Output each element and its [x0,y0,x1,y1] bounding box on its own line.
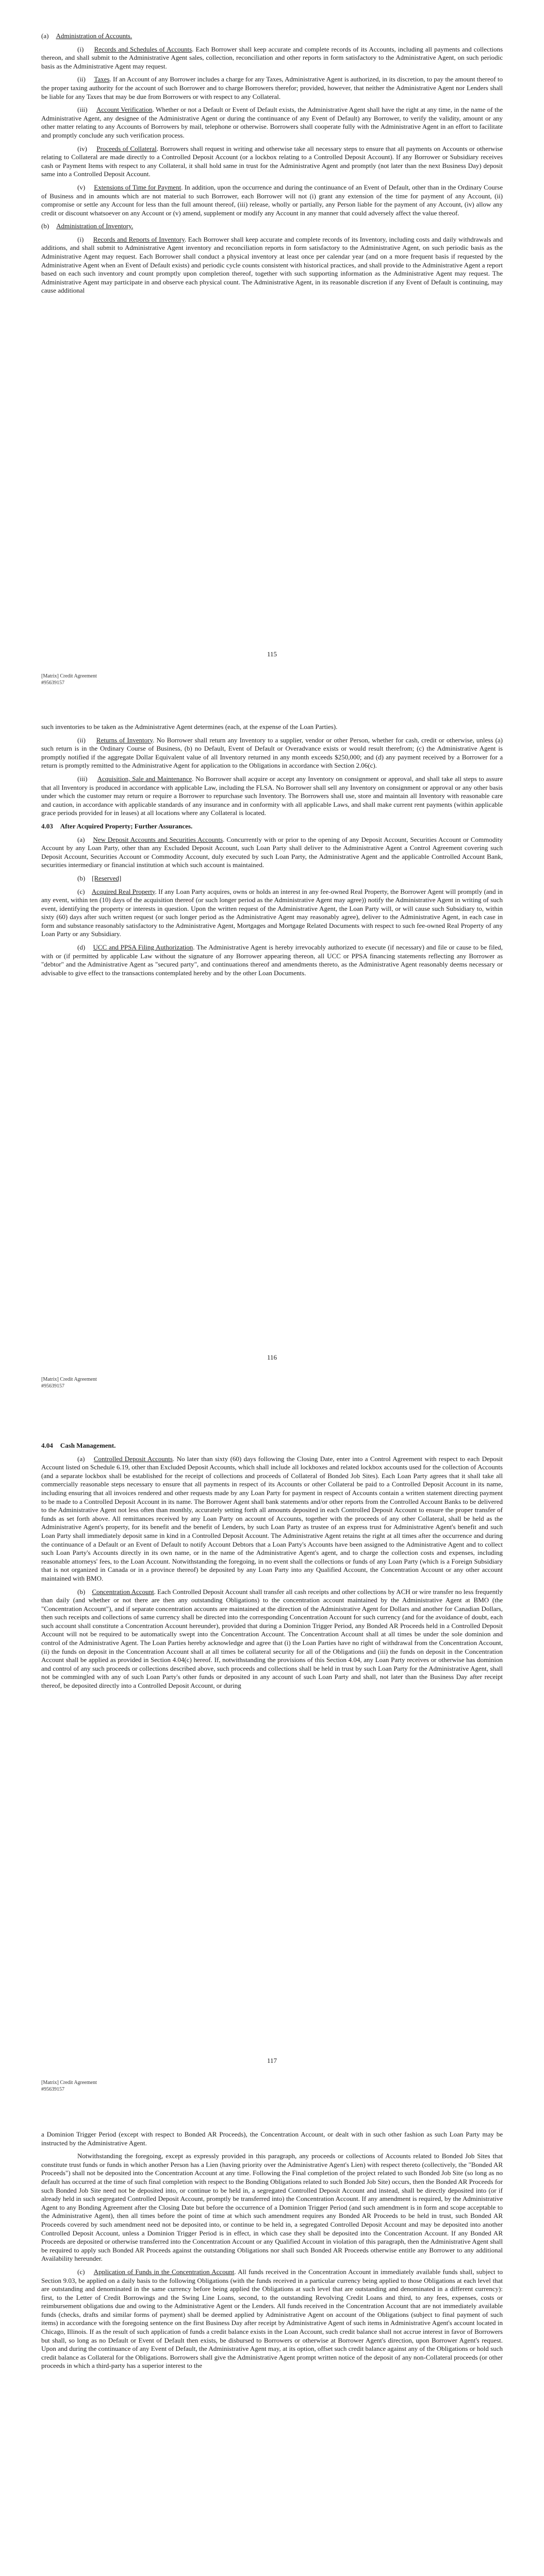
page-body [41,32,503,300]
page-body [41,723,503,982]
page-117 [0,1406,544,2110]
footer [41,673,97,686]
item-num: (i) [77,45,84,53]
item-num: (iii) [77,106,88,114]
footer-docnum: #95639157 [41,680,64,686]
item-title: Acquisition, Sale and Maintenance [97,774,192,783]
item-text: . No Borrower shall acquire or accept any Inventory on consignment or approval, and shall take all steps to assure that all Inventory is produced in accordance with applicable Law, including the FLSA. No Borrower shall sell any Inventory on consignment or approval or any other basis under which the customer may return or require a Borrower to repurchase such Inventory. The Borrowers shall use, store and maintain all Inventory with reasonable care and caution, in accordance with applicable standards of any insurance and in conformity with all applicable Laws, and shall make current rent payments (within applicable grace periods provided for in leases) at all locations where any Collateral is located. [41,774,503,817]
heading-title: Administration of Accounts. [56,32,133,40]
paragraph: a Dominion Trigger Period (except with respect to Bonded AR Proceeds), the Concentration Account, or dealt with in such other fashion as such Loan Party may be instructed by the Administrative Agent. [41,2130,503,2147]
item-text: . All funds received in the Concentration Account in immediately available funds shall, subject to Section 9.03, be applied on a daily basis to the following Obligations (with the funds received in a particular currency being applied to those Obligations at each level that are outstanding and denominated in the same currency before being applied the Obligations at such level that are outstanding and denominated in a different currency): first, to the Letter of Credit Borrowings and the Swing Line Loans, second, to the outstanding Revolving Credit Loans and third, to any fees, expenses, costs or reimbursement obligations due and owing to the Administrative Agent or the Lenders. All funds received in the Concentration Account that are not immediately available funds (checks, drafts and similar forms of payment) shall be deemed applied by Administrative Agent on account of the Obligations (subject to final payment of such items) in accordance with the foregoing sentence on the first Business Day after receipt by Administrative Agent of such items in Administrative Agent's account located in Chicago, Illinois. If as the result of such application of funds a credit balance exists in the Loan Account, such credit balance shall not accrue interest in favor of Borrowers but shall, so long as no Default or Event of Default then exists, be disbursed to Borrowers or otherwise at Borrower Agent's direction, upon Borrower Agent's request. Upon and during the continuance of any Event of Default, the Administrative Agent may, at its option, offset such credit balance against any of the Obligations or hold such credit balance as Collateral for the Obligations. Borrowers shall give the Administrative Agent prompt written notice of the deposit of any non-Collateral proceeds (or other proceeds in which a third-party has a superior interest to the [41,2267,503,2370]
item-text: . If an Account of any Borrower includes a charge for any Taxes, Administrative Agent is authorized, in its discretion, to pay the amount thereof to the proper taxing authority for the account of such Borrower and to charge Borrowers therefor; provided, however, that neither the Administrative Agent nor Lenders shall be liable for any Taxes that may be due from Borrowers or with respect to any Collateral. [41,75,503,100]
item-title: Acquired Real Property [91,887,155,895]
page-number: 115 [267,650,277,658]
paragraph [41,1588,503,1690]
heading-num: (b) [41,222,50,230]
item-num: (a) [77,835,85,843]
heading-4-04 [41,1442,503,1450]
heading-a [41,32,503,41]
heading-b [41,222,503,231]
page-115 [0,0,544,703]
heading-title: After Acquired Property; Further Assurances. [60,822,193,830]
item-num: (i) [77,235,84,243]
item-title: Application of Funds in the Concentration Account [93,2267,235,2276]
paragraph [41,736,503,770]
paragraph [41,2268,503,2370]
item-num: (v) [77,183,86,191]
item-title: Controlled Deposit Accounts [93,1454,173,1463]
item-text: . Each Controlled Deposit Account shall transfer all cash receipts and other collections by ACH or wire transfer no less frequently than daily (and whether or not there are then any outstanding Obligations) to the concentration account maintained by the Administrative Agent at BMO (the "Concentration Account"), and if separate concentration accounts are maintained at the direction of the Administrative Agent for Dollars and another for Canadian Dollars, then such receipts and collections of same currency shall be directed into the corresponding Concentration Account for such currency (and for the avoidance of doubt, each such account shall constitute a Concentration Account hereunder), provided that during a Dominion Trigger Period, any Bonded AR Proceeds held in a Controlled Deposit Account will not be required to be automatically swept into the Concentration Account. The Concentration Account shall at all times be under the sole dominion and control of the Administrative Agent. The Loan Parties hereby acknowledge and agree that (i) the Loan Parties have no right of withdrawal from the Concentration Account, (ii) the funds on deposit in the Concentration Account shall at all times be collateral security for all of the Obligations and (iii) the funds on deposit in the Concentration Account shall be applied as provided in Section 4.04(c) hereof. If, notwithstanding the provisions of this Section 4.04, any Loan Party receives or otherwise has dominion and control of any such proceeds or collections described above, such proceeds and collections shall be held in trust by such Loan Party for the Administrative Agent, shall not be commingled with any of such Loan Party's other funds or deposited in any account of such Loan Party and shall, not later than the Business Day after receipt thereof, be deposited directly into a Controlled Deposit Account, or during [41,1587,503,1690]
page-number: 116 [267,1353,277,1361]
paragraph [41,874,503,883]
paragraph [41,145,503,179]
page-118 [0,2110,544,2576]
paragraph [41,943,503,977]
item-title: Records and Reports of Inventory [93,235,185,243]
paragraph: such inventories to be taken as the Administrative Agent determines (each, at the expense of the Loan Parties). [41,723,338,731]
footer-docnum: #95639157 [41,2087,64,2092]
item-title: Proceeds of Collateral [96,144,157,152]
item-title: Concentration Account [92,1587,154,1596]
item-title: Taxes [94,75,110,83]
item-title: UCC and PPSA Filing Authorization [93,943,193,952]
footer [41,1376,97,1389]
item-text: . No later than sixty (60) days following the Closing Date, enter into a Control Agreement with respect to each Deposit Account listed on Schedule 6.19, other than Excluded Deposit Accounts, which shall include all lockboxes and related lockbox accounts used for the collection of Accounts (and a separate lockbox shall be established for the receipt of collections and proceeds of Collateral of Bonded Job Sites). Each Loan Party agrees that it shall take all commercially reasonable steps necessary to ensure that all payments in respect of its Accounts or other Collateral be paid to a Controlled Deposit Account in its name, including ensuring that all invoices rendered and other requests made by any Loan Party for payment in respect of Accounts contain a written statement directing payment to be made to a Controlled Deposit Account in its name. The Borrower Agent shall bank statements and/or other reports from the Controlled Account Banks to be delivered to the Administrative Agent not less often than monthly, accurately setting forth all amounts deposited in each Controlled Deposit Account to ensure the proper transfer of funds as set forth above. All remittances received by any Loan Party on account of Accounts, together with the proceeds of any other Collateral, shall be held as the Administrative Agent's property, for its benefit and the benefit of Lenders, by such Loan Party as trustee of an express trust for Administrative Agent's benefit and such Loan Party shall immediately deposit same in kind in a Controlled Deposit Account. The Administrative Agent retains the right at all times after the occurrence and during the continuance of a Default or an Event of Default to notify Account Debtors that a Loan Party's Accounts have been assigned to the Administrative Agent and to collect such Loan Party's Accounts directly in its own name, or in the name of the Administrative Agent's agent, and to charge the collection costs and expenses, including reasonable attorneys' fees, to the Loan Account. Notwithstanding the foregoing, in no event shall the collections or funds of any Loan Party (which is a Foreign Subsidiary that is not organized in Canada or in a province thereof) be deposited by any Loan Party into any Qualified Account, the Concentration Account or any other account maintained with BMO. [41,1454,503,1582]
item-num: (ii) [77,75,86,83]
heading-title: Administration of Inventory. [56,222,134,230]
footer-title: [Matrix] Credit Agreement [41,673,97,679]
paragraph [41,75,503,101]
item-text: . No Borrower shall return any Inventory to a supplier, vendor or other Person, whether for cash, credit or otherwise, unless (a) such return is in the Ordinary Course of Business, (b) no Default, Event of Default or Overadvance exists or would result therefrom; (c) the Administrative Agent is promptly notified if the aggregate Dollar Equivalent value of all Inventory returned in any month exceeds $250,000; and (d) any payment received by a Borrower for a return is promptly remitted to the Administrative Agent for application to the Obligations in accordance with Section 2.06(c). [41,736,503,770]
footer-title: [Matrix] Credit Agreement [41,1377,97,1382]
paragraph [41,235,503,295]
paragraph [41,836,503,870]
item-num: (c) [77,2267,85,2276]
item-text: . If any Loan Party acquires, owns or holds an interest in any fee-owned Real Property, the Borrower Agent will promptly (and in any event, within ten (10) days of the acquisition thereof (or such longer period as the Administrative Agent may agree)) notify the Administrative Agent in writing of such event, identifying the property or interests in question. Upon the written request of the Administrative Agent, the Loan Party will, or will cause such Subsidiary to, within sixty (60) days after such written request (or such longer period as the Administrative Agent may reasonably agree), deliver to the Administrative Agent, in each case in form and substance reasonably satisfactory to the Administrative Agent, Mortgages and Mortgage Related Documents with respect to such fee-owned Real Property of any Loan Party or any Subsidiary. [41,887,503,938]
page-body [41,2130,503,2375]
item-num: (b) [77,874,86,882]
item-num: (c) [77,887,85,895]
item-text: . Each Borrower shall keep accurate and complete records of its Inventory, including costs and daily withdrawals and additions, and shall submit to Administrative Agent inventory and reconciliation reports in form satisfactory to the Administrative Agent, on such periodic basis as the Administrative Agent may request. Each Borrower shall conduct a physical inventory at least once per calendar year (and on a more frequent basis if requested by the Administrative Agent when an Event of Default exists) and periodic cycle counts consistent with historical practices, and shall provide to the Administrative Agent a report based on each such inventory and count promptly upon completion thereof, together with such supporting information as the Administrative Agent may request. The Administrative Agent may participate in and observe each physical count. The Administrative Agent, in its reasonable discretion if any Event of Default is continuing, may cause additional [41,235,503,295]
heading-num: 4.04 [41,1442,53,1449]
heading-num: 4.03 [41,822,53,830]
item-text: . In addition, upon the occurrence and during the continuance of an Event of Default, other than in the Ordinary Course of Business and in amounts which are not material to such Borrower, each Borrower will not (i) grant any extension of the time for payment of any Account, (ii) compromise or settle any Account for less than the full amount thereof, (iii) release, wholly or partially, any Person liable for the payment of any Account, (iv) allow any credit or discount whatsoever on any Account or (v) amend, supplement or modify any Account in any manner that could adversely affect the value thereof. [41,183,503,217]
footer-docnum: #95639157 [41,1383,64,1389]
item-num: (iv) [77,144,87,152]
item-title: [Reserved] [92,874,122,882]
item-text: . Each Borrower shall keep accurate and complete records of its Accounts, including all payments and collections thereon, and shall submit to the Administrative Agent sales, collection, reconciliation and other reports in form satisfactory to the Administrative Agent, on such periodic basis as the Administrative Agent may request. [41,45,503,70]
item-num: (a) [77,1454,85,1463]
item-title: Records and Schedules of Accounts [94,45,192,53]
paragraph [41,183,503,217]
item-text: . Concurrently with or prior to the opening of any Deposit Account, Securities Account or Commodity Account by any Loan Party, other than any Excluded Deposit Account, such Loan Party shall deliver to the Administrative Agent a Control Agreement covering such Deposit Account, Securities Account or Commodity Account, duly executed by such Loan Party, the Administrative Agent and the applicable Controlled Account Bank, securities intermediary or financial institution at which such account is maintained. [41,835,503,869]
footer-title: [Matrix] Credit Agreement [41,2080,97,2086]
paragraph [41,1455,503,1583]
item-title: New Deposit Accounts and Securities Accounts [93,835,223,843]
item-title: Account Verification [96,106,153,114]
item-num: (d) [77,943,86,952]
heading-num: (a) [41,32,49,40]
footer [41,2079,97,2093]
page-body [41,1442,503,1695]
item-text: . Whether or not a Default or Event of Default exists, the Administrative Agent shall have the right at any time, in the name of the Administrative Agent, any designee of the Administrative Agent or during the continuance of any Event of Default) any Borrower, to verify the validity, amount or any other matter relating to any Accounts of Borrowers by mail, telephone or otherwise. Borrowers shall cooperate fully with the Administrative Agent in an effort to facilitate and promptly conclude any such verification process. [41,106,503,139]
paragraph [41,775,503,818]
paragraph [41,888,503,939]
heading-title: Cash Management. [60,1442,116,1449]
item-num: (ii) [77,736,86,744]
item-title: Returns of Inventory [96,736,153,744]
page-number: 117 [267,2057,277,2064]
page-116 [0,703,544,1406]
item-text: . The Administrative Agent is hereby irrevocably authorized to execute (if necessary) and file or cause to be filed, with or (if permitted by applicable Law without the signature of any Borrower appearing thereon, all UCC or PPSA financing statements reflecting any Borrower as "debtor" and the Administrative Agent as "secured party", and continuations thereof and amendments thereto, as the Administrative Agent reasonably deems necessary or advisable to give effect to the transactions contemplated hereby and by the other Loan Documents. [41,943,503,977]
item-title: Extensions of Time for Payment [94,183,182,191]
item-num: (b) [77,1587,86,1596]
item-num: (iii) [77,774,88,783]
paragraph [41,106,503,140]
paragraph [41,45,503,71]
item-text: . Borrowers shall request in writing and otherwise take all necessary steps to ensure that all payments on Accounts or otherwise relating to Collateral are made directly to a Controlled Deposit Account (or a lockbox relating to a Controlled Deposit Account). If any Borrower or Subsidiary receives cash or Payment Items with respect to any Collateral, it shall hold same in trust for the Administrative Agent and promptly (not later than the next Business Day) deposit same into a Controlled Deposit Account. [41,144,503,178]
paragraph: Notwithstanding the foregoing, except as expressly provided in this paragraph, any proceeds or collections of Accounts related to Bonded Job Sites that constitute trust funds or funds in which another Person has a Lien (having priority over the Administrative Agent's Lien) with respect thereto (collectively, the "Bonded AR Proceeds") shall not be deposited into the Concentration Account at any time. Following the Final completion of the project related to such Bonded Job Site (so long as no default has occurred at the time of such final completion with respect to the Bonding Obligations related to such Bonded Job Site) occurs, then the Bonded AR Proceeds for such Bonded Job Site need not be deposited into, or continue to be held in, a segregated Controlled Deposit Account and instead, shall be directly deposited into (or if already held in such segregated Controlled Deposit Account, promptly be transferred into) the Concentration Account. If any amendment is required, by the Administrative Agent to any Bonding Agreement after the Closing Date but before the occurrence of a Dominion Trigger Period (and such amendment is in form and scope acceptable to the Administrative Agent), then all times before the point of time at which such amendment requires any Bonded AR Proceeds to be held in trust, such Bonded AR Proceeds covered by such amendment need not be deposited into, or continue to be held in, a segregated Controlled Deposit Account and may be deposited into another Controlled Deposit Account, unless a Dominion Trigger Period is in effect, in which case they shall be deposited into the Concentration Account. If any Bonded AR Proceeds are deposited or otherwise transferred into the Concentration Account or any Qualified Account in violation of this paragraph, then the Administrative Agent shall be required to apply such Bonded AR Proceeds against the outstanding Obligations nor shall such Bonded AR Proceeds otherwise entitle any Borrower to any additional Availability hereunder. [41,2152,503,2263]
heading-4-03 [41,822,503,831]
